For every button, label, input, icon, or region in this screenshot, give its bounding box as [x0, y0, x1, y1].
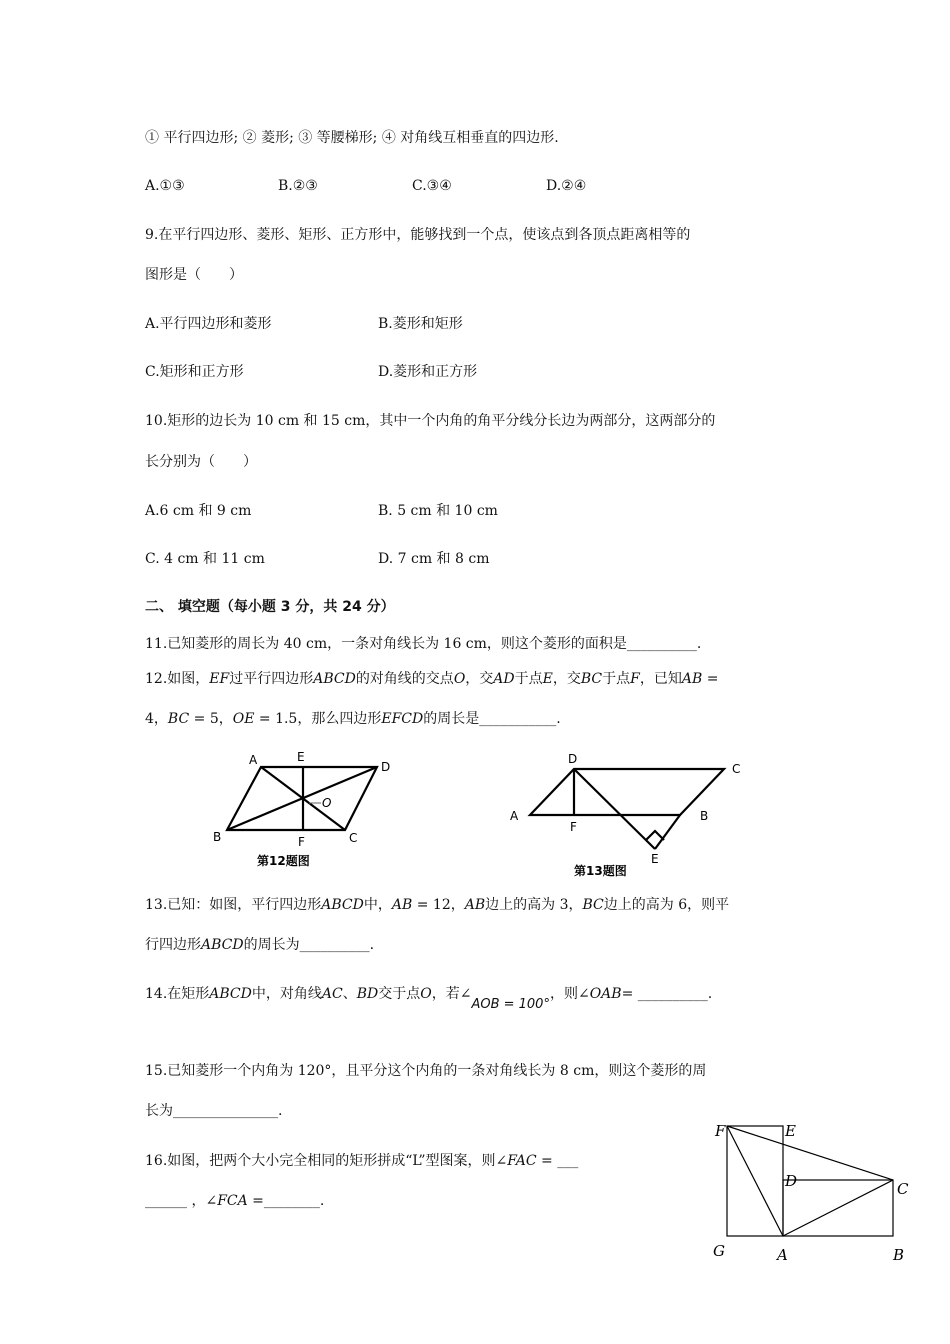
- q9-line2: 图形是（ ）: [145, 267, 243, 283]
- fig13-caption: 第13题图: [574, 864, 627, 878]
- q10-choice-b: B. 5 cm 和 10 cm: [378, 503, 498, 519]
- q9-choice-c: C.矩形和正方形: [145, 364, 244, 380]
- q16-line1: 16.如图，把两个大小完全相同的矩形拼成“L”型图案，则∠FAC = ___: [145, 1153, 579, 1169]
- q14-formula: AOB = 100°: [471, 997, 550, 1012]
- fig16-line-fc: [727, 1126, 893, 1180]
- fig13-label-d: D: [568, 752, 578, 766]
- fig16-label-b: B: [893, 1246, 905, 1264]
- fig12-label-b: B: [213, 830, 222, 844]
- fig13-label-e: E: [651, 852, 659, 866]
- q10-line2: 长分别为（ ）: [145, 454, 257, 470]
- fig16-label-e: E: [785, 1122, 796, 1140]
- fig16-label-d: D: [785, 1172, 798, 1190]
- fig12-label-e: E: [297, 750, 305, 764]
- fig12-label-o: O: [322, 796, 332, 810]
- q10-choice-c: C. 4 cm 和 11 cm: [145, 551, 265, 567]
- fig13-line-be: [655, 815, 680, 849]
- fig12-label-c: C: [349, 831, 358, 845]
- q8-choice-b: B.②③: [278, 178, 318, 194]
- fig16-label-f: F: [715, 1122, 726, 1140]
- fig13-line-de: [574, 769, 655, 849]
- q8-choice-a: A.①③: [145, 178, 185, 194]
- q8-options-line: ① 平行四边形; ② 菱形; ③ 等腰梯形; ④ 对角线互相垂直的四边形.: [145, 130, 559, 146]
- figure-13: [500, 745, 760, 885]
- q14: 14.在矩形ABCD中，对角线AC、BD交于点O，若∠AOB = 100°，则∠OAB= __________.: [145, 986, 713, 1012]
- q16-line2: ______ ，∠FCA =________.: [145, 1193, 325, 1209]
- figure-12: [205, 745, 405, 875]
- q12-line2: 4，BC = 5，OE = 1.5，那么四边形EFCD的周长是___________.: [145, 711, 561, 727]
- q11: 11.已知菱形的周长为 40 cm，一条对角线长为 16 cm，则这个菱形的面积是__________.: [145, 636, 702, 652]
- fig12-label-f: F: [298, 835, 305, 849]
- fig16-label-c: C: [897, 1180, 909, 1198]
- fig16-label-g: G: [713, 1242, 725, 1260]
- figure-16: [705, 1118, 930, 1278]
- q13-line1: 13.已知：如图，平行四边形ABCD中，AB = 12，AB边上的高为 3，BC边上的高为 6，则平: [145, 897, 730, 913]
- q9-choice-b: B.菱形和矩形: [378, 316, 463, 332]
- fig12-label-d: D: [381, 760, 391, 774]
- fig16-line-ac: [783, 1180, 893, 1236]
- q8-choice-c: C.③④: [412, 178, 452, 194]
- fig16-line-fa: [727, 1126, 783, 1236]
- fig12-caption: 第12题图: [257, 854, 310, 868]
- section-2-title: 二、 填空题（每小题 3 分，共 24 分）: [145, 599, 395, 615]
- fig13-parallelogram: [530, 769, 724, 815]
- q9-line1: 9.在平行四边形、菱形、矩形、正方形中，能够找到一个点，使该点到各顶点距离相等的: [145, 227, 691, 243]
- q9-choice-d: D.菱形和正方形: [378, 364, 478, 380]
- q10-choice-a: A.6 cm 和 9 cm: [145, 503, 252, 519]
- q15-line1: 15.已知菱形一个内角为 120°，且平分这个内角的一条对角线长为 8 cm，则这个菱形的周: [145, 1063, 707, 1079]
- q12-line1: 12.如图，EF过平行四边形ABCD的对角线的交点O，交AD于点E，交BC于点F，已知AB =: [145, 671, 719, 687]
- fig13-label-a: A: [510, 809, 519, 823]
- q15-line2: 长为_______________.: [145, 1103, 283, 1119]
- q10-line1: 10.矩形的边长为 10 cm 和 15 cm，其中一个内角的角平分线分长边为两部分，这两部分的: [145, 413, 716, 429]
- fig13-right-angle-mark: [646, 831, 664, 840]
- q10-choice-d: D. 7 cm 和 8 cm: [378, 551, 490, 567]
- q13-line2: 行四边形ABCD的周长为__________.: [145, 937, 375, 953]
- fig16-label-a: A: [777, 1246, 788, 1264]
- q9-choice-a: A.平行四边形和菱形: [145, 316, 272, 332]
- q8-choice-d: D.②④: [546, 178, 587, 194]
- fig13-label-c: C: [732, 762, 741, 776]
- fig13-label-f: F: [570, 820, 577, 834]
- fig12-label-a: A: [249, 753, 258, 767]
- fig13-label-b: B: [700, 809, 709, 823]
